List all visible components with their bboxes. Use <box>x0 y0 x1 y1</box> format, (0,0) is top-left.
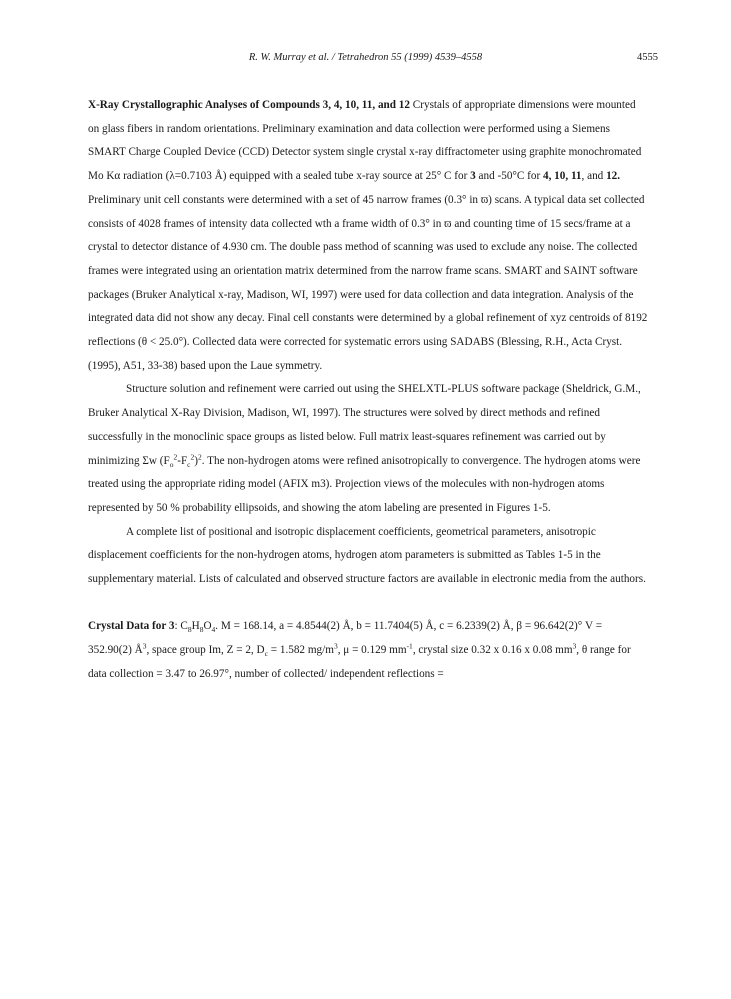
running-head <box>0 52 731 68</box>
journal-citation: R. W. Murray et al. / Tetrahedron 55 (1999) 4539–4558 <box>248 52 483 63</box>
section-heading-crystal-data: Crystal Data for 3 <box>88 620 175 633</box>
article-body <box>88 94 648 687</box>
paragraph-xray-methods: X-Ray Crystallographic Analyses of Compounds 3, 4, 10, 11, and 12 Crystals of appropriate dimensions were mounted on glass fibers in random orientations. Preliminary examination and data collection were performed using a Siemens SMART Charge Coupled Device (CCD) Detector system single crystal x-ray diffractometer using graphite monochromated Mo Kα radiation (λ=0.7103 Å) equipped with a sealed tube x-ray source at 25° C for 3 and -50°C for 4, 10, 11, and 12. Preliminary unit cell constants were determined with a set of 45 narrow frames (0.3° in ϖ) scans. A typical data set collected consists of 4028 frames of intensity data collected wth a frame width of 0.3° in ϖ and counting time of 15 secs/frame at a crystal to detector distance of 4.930 cm. The double pass method of scanning was used to exclude any noise. The collected frames were integrated using an orientation matrix determined from the narrow frame scans. SMART and SAINT software packages (Bruker Analytical x-ray, Madison, WI, 1997) were used for data collection and data integration. Analysis of the integrated data did not show any decay. Final cell constants were determined by a global refinement of xyz centroids of 8192 reflections (θ < 25.0°). Collected data were corrected for systematic errors using SADABS (Blessing, R.H., Acta Cryst. (1995), A51, 33-38) based upon the Laue symmetry. <box>88 99 648 372</box>
page-number: 4555 <box>637 52 658 63</box>
paragraph-supplementary: A complete list of positional and isotropic displacement coefficients, geometrical parameters, anisotropic displacement coefficients for the non-hydrogen atoms, hydrogen atom parameters is submitted as Tables 1-5 in the supplementary material. Lists of calculated and observed structure factors are available in electronic media from the authors. <box>88 525 646 586</box>
paragraph-crystal-data: Crystal Data for 3: $C_8H_8O_4$. M = 168.14, a = 4.8544(2) Å, b = 11.7404(5) Å, c = 6.2339(2) Å, β = 96.642(2)° V = 352.90(2) $Å^3$, space group Im, Z = 2, $D_c = 1.582$ $mg/m^3$, μ = 0.129 $mm^{-1}$, crystal size 0.32 x 0.16 x 0.08 $mm^3$, θ range for data collection = 3.47 to 26.97°, number of collected/ independent reflections = <box>88 620 631 680</box>
section-heading-xray: X-Ray Crystallographic Analyses of Compounds 3, 4, 10, 11, and 12 <box>88 99 410 111</box>
paragraph-structure-solution: Structure solution and refinement were carried out using the SHELXTL-PLUS software package (Sheldrick, G.M., Bruker Analytical X-Ray Division, Madison, WI, 1997). The structures were solved by direct methods and refined successfully in the monoclinic space groups as listed below. Full matrix least-squares refinement was carried out by minimizing Σw $(F_o^2-F_c^2)^2$. The non-hydrogen atoms were refined anisotropically to convergence. The hydrogen atoms were treated using the appropriate riding model (AFIX m3). Projection views of the molecules with non-hydrogen atoms represented by 50 % probability ellipsoids, and showing the atom labeling are presented in Figures 1-5. <box>88 383 641 514</box>
